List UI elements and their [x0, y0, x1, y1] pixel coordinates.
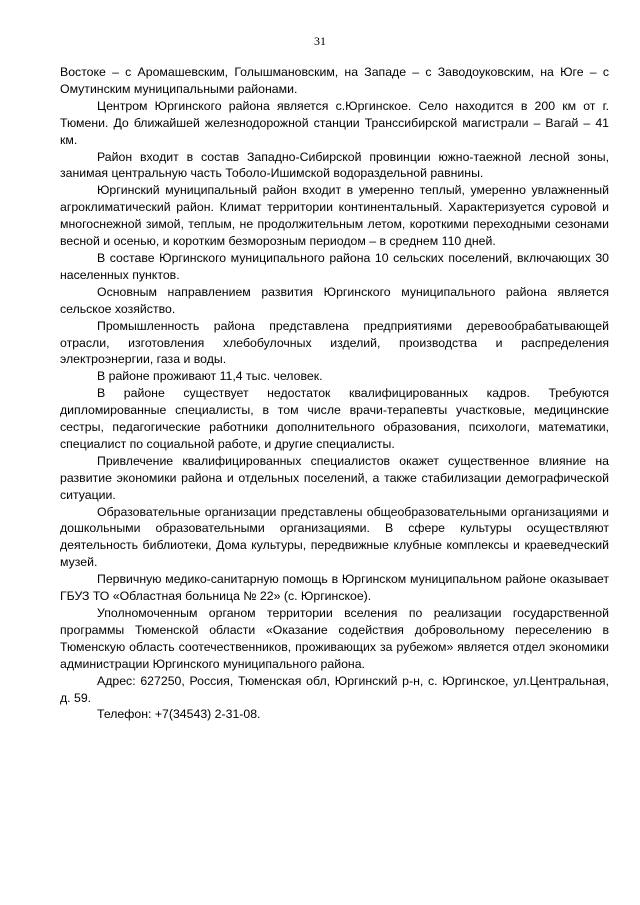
paragraph-staff-shortage: В районе существует недостаток квалифицированных кадров. Требуются дипломированные специалисты, в том числе врачи-терапевты участковые, медицинские сестры, педагогические работники дополнительного образования, психологи, математики, специалист по социальной работе, и другие специалисты. — [60, 386, 609, 451]
paragraph-authorized-body: Уполномоченным органом территории вселения по реализации государственной программы Тюменской области «Оказание содействия добровольному переселению в Тюменскую область соотечественников, проживающих за рубежом» является отдел экономики администрации Юргинского муниципального района. — [60, 606, 609, 671]
paragraph-population: В районе проживают 11,4 тыс. человек. — [97, 369, 323, 384]
paragraph-address: Адрес: 627250, Россия, Тюменская обл, Юргинский р-н, с. Юргинское, ул.Центральная, д. 59. — [60, 673, 609, 705]
paragraph-specialists-impact: Привлечение квалифицированных специалистов окажет существенное влияние на развитие экономики района и отдельных поселений, а также стабилизации демографической ситуации. — [60, 453, 609, 502]
paragraph-industry: Промышленность района представлена предприятиями деревообрабатывающей отрасли, изготовления хлебобулочных изделий, производства и распределения электроэнергии, газа и воды. — [60, 318, 609, 367]
paragraph-climate: Юргинский муниципальный район входит в умеренно теплый, умеренно увлажненный агроклиматический район. Климат территории континентальный. Характеризуется суровой и многоснежной зимой, теплым, не продолжительным летом, короткими переходными сезонами весной и осенью, и коротким безморозным периодом – в среднем 110 дней. — [60, 183, 609, 249]
paragraph-borders: Востоке – с Аромашевским, Голышмановским, на Западе – с Заводоуковским, на Юге – с Омутинским муниципальными районами. — [60, 65, 609, 96]
paragraph-phone: Телефон: +7(34543) 2-31-08. — [97, 707, 261, 722]
paragraph-education-culture: Образовательные организации представлены общеобразовательными организациями и дошкольными образовательными организациями. В сфере культуры осуществляют деятельность библиотеки, Дома культуры, передвижные клубные комплексы и краеведческий музей. — [60, 504, 609, 570]
paragraph-healthcare: Первичную медико-санитарную помощь в Юргинском муниципальном районе оказывает ГБУЗ ТО «Областная больница № 22» (с. Юргинское). — [60, 572, 609, 604]
paragraph-district-center: Центром Юргинского района является с.Юргинское. Село находится в 200 км от г. Тюмени. До ближайшей железнодорожной станции Транссибирской магистрали – Вагай – 41 км. — [60, 98, 609, 147]
document-body — [60, 64, 609, 723]
paragraph-agriculture: Основным направлением развития Юргинского муниципального района является сельское хозяйство. — [60, 284, 609, 316]
page-number: 31 — [314, 34, 326, 48]
paragraph-settlements: В составе Юргинского муниципального района 10 сельских поселений, включающих 30 населенных пунктов. — [60, 250, 609, 282]
paragraph-geography: Район входит в состав Западно-Сибирской провинции южно-таежной лесной зоны, занимая центральную часть Тоболо-Ишимской водораздельной равнины. — [60, 149, 609, 181]
